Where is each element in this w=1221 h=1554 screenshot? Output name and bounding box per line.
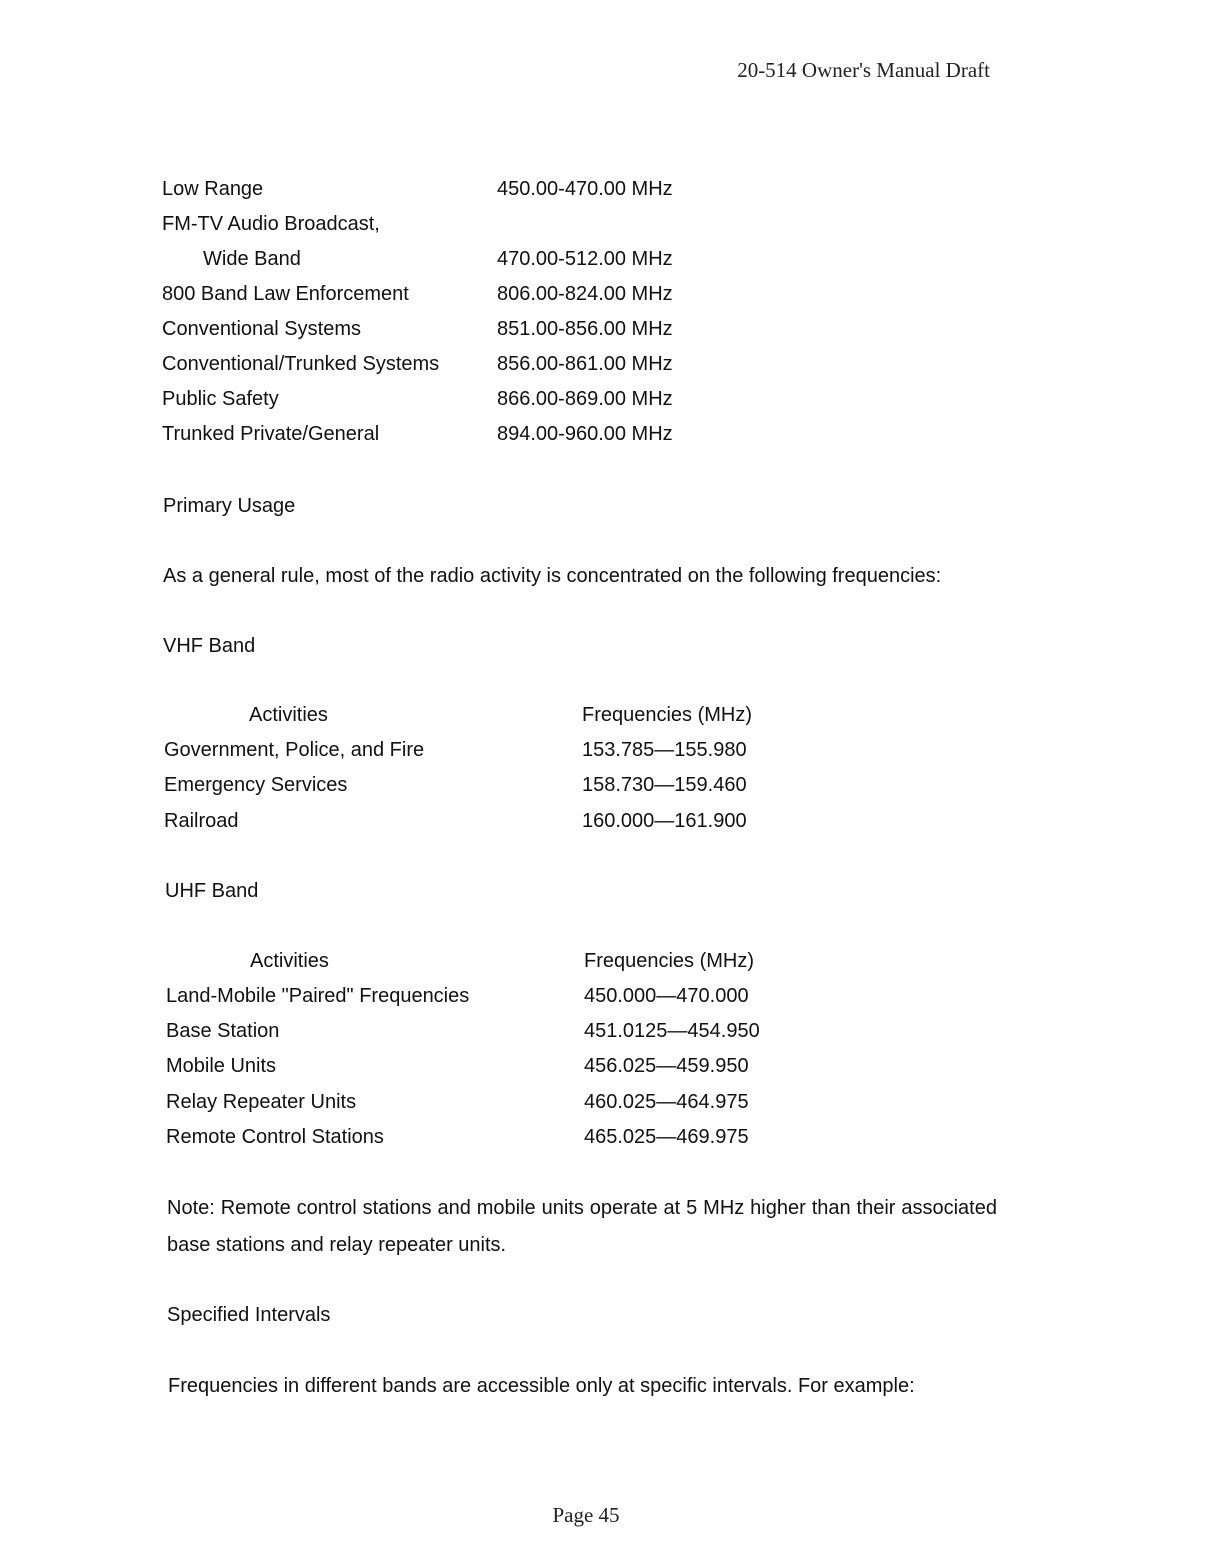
running-header: 20-514 Owner's Manual Draft	[737, 58, 990, 82]
range-value: 856.00-861.00 MHz	[497, 353, 673, 375]
uhf-frequency: 465.025—469.975	[584, 1126, 749, 1148]
vhf-activity: Government, Police, and Fire	[164, 739, 425, 761]
uhf-activity: Base Station	[166, 1020, 280, 1042]
section-heading-uhf: UHF Band	[165, 880, 259, 902]
vhf-activity: Railroad	[164, 810, 239, 832]
uhf-activity: Mobile Units	[166, 1055, 277, 1077]
section-heading-vhf: VHF Band	[163, 635, 256, 657]
uhf-frequency: 460.025—464.975	[584, 1091, 749, 1113]
uhf-frequency: 451.0125—454.950	[584, 1020, 760, 1042]
range-value: 866.00-869.00 MHz	[497, 388, 673, 410]
uhf-column-header-activities: Activities	[250, 950, 329, 972]
vhf-frequency: 153.785—155.980	[582, 739, 747, 761]
primary-usage-intro: As a general rule, most of the radio activity is concentrated on the following frequencies:	[163, 565, 942, 587]
uhf-activity: Relay Repeater Units	[166, 1091, 357, 1113]
range-value: 894.00-960.00 MHz	[497, 423, 673, 445]
range-label: Conventional/Trunked Systems	[162, 353, 440, 375]
range-value: 470.00-512.00 MHz	[497, 248, 673, 270]
range-label: Low Range	[162, 178, 264, 200]
vhf-frequency: 160.000—161.900	[582, 810, 747, 832]
vhf-activity: Emergency Services	[164, 774, 348, 796]
vhf-frequency: 158.730—159.460	[582, 774, 747, 796]
uhf-frequency: 456.025—459.950	[584, 1055, 749, 1077]
specified-intervals-text: Frequencies in different bands are accessible only at specific intervals. For example:	[168, 1375, 915, 1397]
section-heading-primary-usage: Primary Usage	[163, 495, 296, 517]
uhf-column-header-frequencies: Frequencies (MHz)	[584, 950, 755, 972]
range-label: Wide Band	[203, 248, 301, 270]
uhf-activity: Land-Mobile "Paired" Frequencies	[166, 985, 470, 1007]
note-paragraph: Note: Remote control stations and mobile units operate at 5 MHz higher than their associated base stations and relay repeater units.	[167, 1197, 997, 1256]
uhf-activity: Remote Control Stations	[166, 1126, 384, 1148]
vhf-column-header-activities: Activities	[249, 704, 328, 726]
uhf-frequency: 450.000—470.000	[584, 985, 749, 1007]
range-value: 851.00-856.00 MHz	[497, 318, 673, 340]
page-number: Page 45	[552, 1503, 620, 1527]
range-label: Conventional Systems	[162, 318, 361, 340]
range-label: Trunked Private/General	[162, 423, 380, 445]
range-value: 450.00-470.00 MHz	[497, 178, 673, 200]
vhf-column-header-frequencies: Frequencies (MHz)	[582, 704, 753, 726]
range-label: FM-TV Audio Broadcast,	[162, 213, 380, 235]
range-label: Public Safety	[162, 388, 279, 410]
range-label: 800 Band Law Enforcement	[162, 283, 409, 305]
section-heading-specified-intervals: Specified Intervals	[167, 1304, 331, 1326]
range-value: 806.00-824.00 MHz	[497, 283, 673, 305]
